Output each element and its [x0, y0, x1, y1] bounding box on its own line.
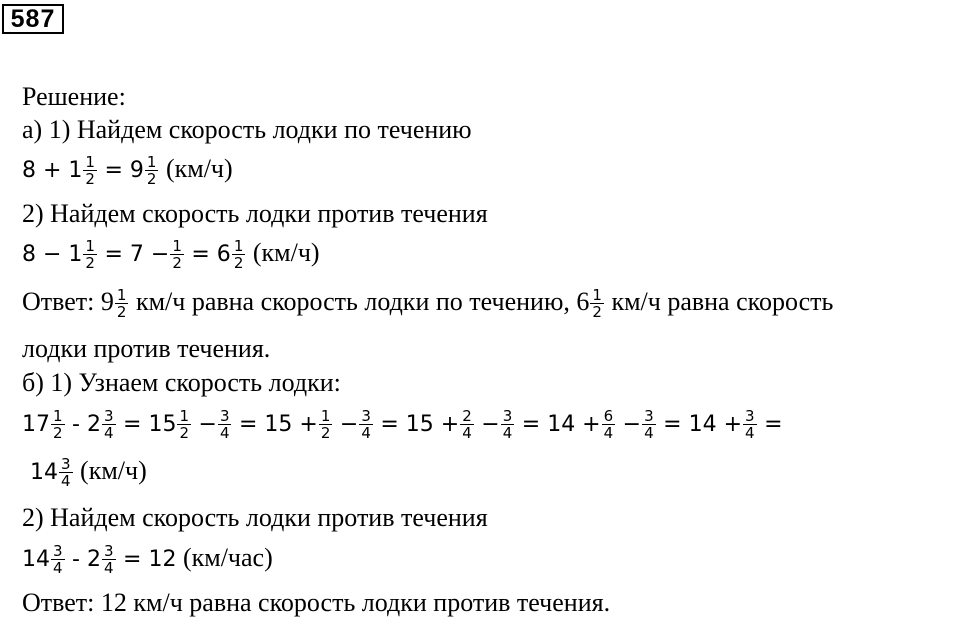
- fraction: $\frac{1}{2}$: [179, 406, 189, 442]
- fraction: $\frac{6}{4}$: [603, 406, 614, 442]
- fraction: $\frac{3}{4}$: [103, 541, 114, 577]
- expr-text: = 6: [191, 242, 231, 267]
- fraction: $\frac{3}{4}$: [644, 406, 654, 442]
- unit: (км/ч): [252, 238, 320, 267]
- fraction: $\frac{3}{4}$: [361, 406, 371, 442]
- expr-text: 8 + 1: [22, 158, 83, 183]
- expr-text: = 9: [104, 158, 144, 183]
- part-b-step2: 2) Найдем скорость лодки против течения: [22, 503, 488, 532]
- fraction: $\frac{3}{4}$: [745, 406, 755, 442]
- expr-text: - 2: [72, 547, 101, 572]
- expr-text: 14: [30, 460, 58, 485]
- expr-text: −: [339, 412, 359, 437]
- fraction: $\frac{3}{4}$: [502, 406, 513, 442]
- expr-text: = 12: [123, 547, 177, 572]
- fraction: $\frac{1}{2}$: [85, 152, 95, 188]
- answer-text: км/ч равна скорость лодки по течению, 6: [135, 287, 590, 316]
- part-b-calc1: [22, 408, 783, 442]
- part-a-step1: а) 1) Найдем скорость лодки по течению: [22, 115, 472, 144]
- expr-text: = 7 −: [104, 242, 170, 267]
- expr-text: 17: [22, 412, 50, 437]
- expr-text: −: [198, 412, 217, 437]
- fraction: $\frac{1}{2}$: [592, 285, 602, 321]
- part-a-step2: 2) Найдем скорость лодки против течения: [22, 199, 488, 228]
- fraction: $\frac{3}{4}$: [61, 454, 71, 490]
- expr-text: = 15 +: [238, 412, 318, 437]
- expr-text: =: [764, 412, 783, 437]
- expr-text: −: [481, 412, 500, 437]
- part-a-calc2: [22, 238, 320, 272]
- fraction: $\frac{1}{2}$: [233, 236, 244, 272]
- expr-text: = 14 +: [663, 412, 743, 437]
- fraction: $\frac{1}{2}$: [146, 152, 157, 188]
- fraction: $\frac{3}{4}$: [103, 406, 114, 442]
- part-a-answer: [22, 287, 833, 321]
- expr-text: = 15: [123, 412, 177, 437]
- problem-number: 587: [2, 4, 64, 34]
- part-b-step1: б) 1) Узнаем скорость лодки:: [22, 368, 341, 397]
- unit: (км/час): [182, 543, 273, 572]
- fraction: $\frac{1}{2}$: [320, 406, 331, 442]
- fraction: $\frac{3}{4}$: [53, 541, 63, 577]
- fraction: $\frac{1}{2}$: [116, 285, 127, 321]
- fraction: $\frac{1}{2}$: [53, 406, 63, 442]
- expr-text: = 14 +: [521, 412, 601, 437]
- expr-text: −: [622, 412, 642, 437]
- fraction: $\frac{2}{4}$: [462, 406, 472, 442]
- part-a-calc1: [22, 154, 233, 188]
- fraction: $\frac{3}{4}$: [219, 406, 230, 442]
- part-a-answer-cont: лодки против течения.: [22, 334, 271, 363]
- answer-text: км/ч равна скорость: [611, 287, 834, 316]
- fraction: $\frac{1}{2}$: [85, 236, 95, 272]
- part-b-calc1-result: [30, 456, 147, 490]
- answer-text: Ответ: 9: [22, 287, 114, 316]
- unit: (км/ч): [165, 154, 233, 183]
- solution-heading: Решение:: [22, 82, 126, 111]
- expr-text: = 15 +: [380, 412, 460, 437]
- expr-text: - 2: [72, 412, 101, 437]
- expr-text: 8 − 1: [22, 242, 83, 267]
- part-b-calc2: [22, 543, 273, 577]
- unit: (км/ч): [80, 456, 147, 485]
- part-b-answer: Ответ: 12 км/ч равна скорость лодки против течения.: [22, 588, 611, 617]
- fraction: $\frac{1}{2}$: [172, 236, 182, 272]
- expr-text: 14: [22, 547, 50, 572]
